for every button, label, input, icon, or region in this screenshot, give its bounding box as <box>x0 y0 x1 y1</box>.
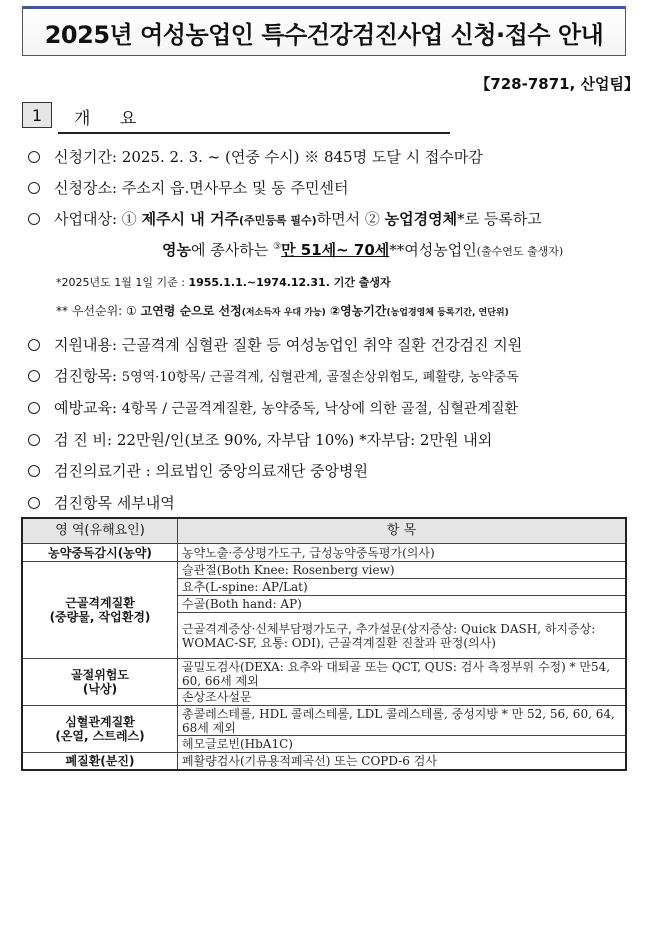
table-row <box>22 753 626 770</box>
section-divider <box>58 132 450 134</box>
circle-bullet-icon <box>28 151 40 163</box>
item-cell: 요추(L-spine: AP/Lat) <box>178 579 627 596</box>
row-target-cont <box>162 239 563 260</box>
row-detail-heading <box>28 492 175 513</box>
row-text: 에 종사하는 <box>190 241 273 259</box>
row-label: 검 진 비: <box>54 431 113 449</box>
row-label: 검진항목 세부내역 <box>54 494 175 512</box>
row-label: 검진항목: <box>54 367 118 385</box>
title-box <box>22 8 626 56</box>
detail-table <box>21 517 627 771</box>
row-text: : 의료법인 중앙의료재단 중앙병원 <box>145 462 368 480</box>
circle-bullet-icon <box>28 339 40 351</box>
row-bold: 제주시 내 거주 <box>141 210 239 228</box>
category-label: 골절위험도 <box>71 668 129 682</box>
item-cell: 손상조사설문 <box>178 689 627 706</box>
item-cell: 수골(Both hand: AP) <box>178 596 627 613</box>
item-cell: 헤모글로빈(HbA1C) <box>178 736 627 753</box>
row-text: 주소지 읍.면사무소 및 동 주민센터 <box>121 179 349 197</box>
row-place <box>28 177 349 198</box>
note-bold: 고연령 순으로 선정 <box>140 304 242 318</box>
row-text: 2025. 2. 3. ~ (연중 수시) ※ 845명 도달 시 접수마감 <box>121 148 483 166</box>
section-number: 1 <box>22 102 52 128</box>
category-label: 농약중독감시(농약) <box>48 545 152 560</box>
row-sup: ③ <box>272 242 282 252</box>
circle-bullet-icon <box>28 370 40 382</box>
table-row <box>22 706 626 736</box>
item-cell: 근골격계증상·신체부담평가도구, 추가설문(상지증상: Quick DASH, 하지증상: WOMAC-SF, 요통: ODI), 근골격계질환 진찰과 판정(의사) <box>178 613 627 659</box>
row-text: **여성농업인 <box>389 241 477 259</box>
circle-bullet-icon <box>28 213 40 225</box>
row-small: (출수연도 출생자) <box>476 245 564 258</box>
category-sub: (낙상) <box>82 682 118 696</box>
circle-bullet-icon <box>28 497 40 509</box>
row-items <box>28 365 519 386</box>
circle-bullet-icon <box>28 182 40 194</box>
item-cell: 농약노출·증상평가도구, 급성농약중독평가(의사) <box>178 544 627 562</box>
row-label: 검진의료기관 <box>54 462 141 480</box>
item-cell: 슬관절(Both Knee: Rosenberg view) <box>178 562 627 579</box>
contact-info: 【728-7871, 산업팀】 <box>475 75 639 93</box>
row-support <box>28 334 522 355</box>
table-header: 영 역(유해요인) <box>22 518 178 544</box>
row-label: 신청기간: <box>54 148 118 166</box>
note-priority <box>56 302 509 319</box>
table-header-row <box>22 518 626 544</box>
row-text: 22만원/인(보조 90%, 자부담 10%) *자부담: 2만원 내외 <box>116 431 493 449</box>
circle-bullet-icon <box>28 465 40 477</box>
row-text: *로 등록하고 <box>457 210 542 228</box>
row-text: 근골격계 심혈관 질환 등 여성농업인 취약 질환 건강검진 지원 <box>121 336 523 354</box>
category-cell <box>22 544 178 562</box>
category-sub: (온열, 스트레스) <box>55 729 145 743</box>
category-label: 근골격계질환 <box>65 596 135 610</box>
note-text: *2025년도 1월 1일 기준 : <box>56 276 189 289</box>
row-text: 5영역·10항목/ 근골격계, 심혈관계, 골절손상위험도, 폐활량, 농약중독 <box>121 370 519 385</box>
category-cell <box>22 706 178 753</box>
circle-bullet-icon <box>28 434 40 446</box>
row-target <box>28 208 542 229</box>
row-period <box>28 146 483 167</box>
row-text: 하면서 ② <box>316 210 385 228</box>
item-cell: 골밀도검사(DEXA: 요추와 대퇴골 또는 QCT, QUS: 검사 측정부위 수정) * 만54, 60, 66세 제외 <box>178 659 627 689</box>
category-cell <box>22 659 178 706</box>
row-label: 예방교육: <box>54 399 118 417</box>
table-row <box>22 544 626 562</box>
row-bold: 만 51세~ 70세 <box>281 241 390 259</box>
note-text: ** 우선순위: ① <box>56 304 141 318</box>
row-label: 지원내용: <box>54 336 118 354</box>
row-text: ① <box>121 210 142 228</box>
category-sub: (중량물, 작업환경) <box>49 610 151 624</box>
note-birth <box>56 274 391 290</box>
category-cell <box>22 562 178 659</box>
note-bold: 1955.1.1.~1974.12.31. 기간 출생자 <box>188 276 391 289</box>
row-cost <box>28 429 492 450</box>
note-small: (저소득자 우대 가능) <box>241 308 326 318</box>
category-cell <box>22 753 178 770</box>
item-cell: 폐활량검사(기류용적폐곡선) 또는 COPD-6 검사 <box>178 753 627 770</box>
note-bold: ②영농기간 <box>325 304 387 318</box>
note-small: (농업경영체 등록기간, 연단위) <box>386 308 509 318</box>
page-title: 2025년 여성농업인 특수건강검진사업 신청·접수 안내 <box>44 20 604 49</box>
row-label: 신청장소: <box>54 179 118 197</box>
table-header: 항 목 <box>178 518 627 544</box>
row-hospital <box>28 460 368 481</box>
row-label: 사업대상: <box>54 210 118 228</box>
category-label: 폐질환(분진) <box>65 753 135 768</box>
row-small: (주민등록 필수) <box>238 214 317 227</box>
row-bold: 영농 <box>162 241 191 259</box>
table-row <box>22 562 626 579</box>
category-label: 심혈관계질환 <box>65 715 135 729</box>
item-cell: 총콜레스테롤, HDL 콜레스테롤, LDL 콜레스테롤, 중성지방 * 만 52, 56, 60, 64, 68세 제외 <box>178 706 627 736</box>
section-title: 개 요 <box>74 109 149 129</box>
circle-bullet-icon <box>28 402 40 414</box>
row-text: 4항목 / 근골격계질환, 농약중독, 낙상에 의한 골절, 심혈관계질환 <box>121 401 519 417</box>
table-row <box>22 659 626 689</box>
row-bold: 농업경영체 <box>384 210 458 228</box>
row-education <box>28 397 518 418</box>
